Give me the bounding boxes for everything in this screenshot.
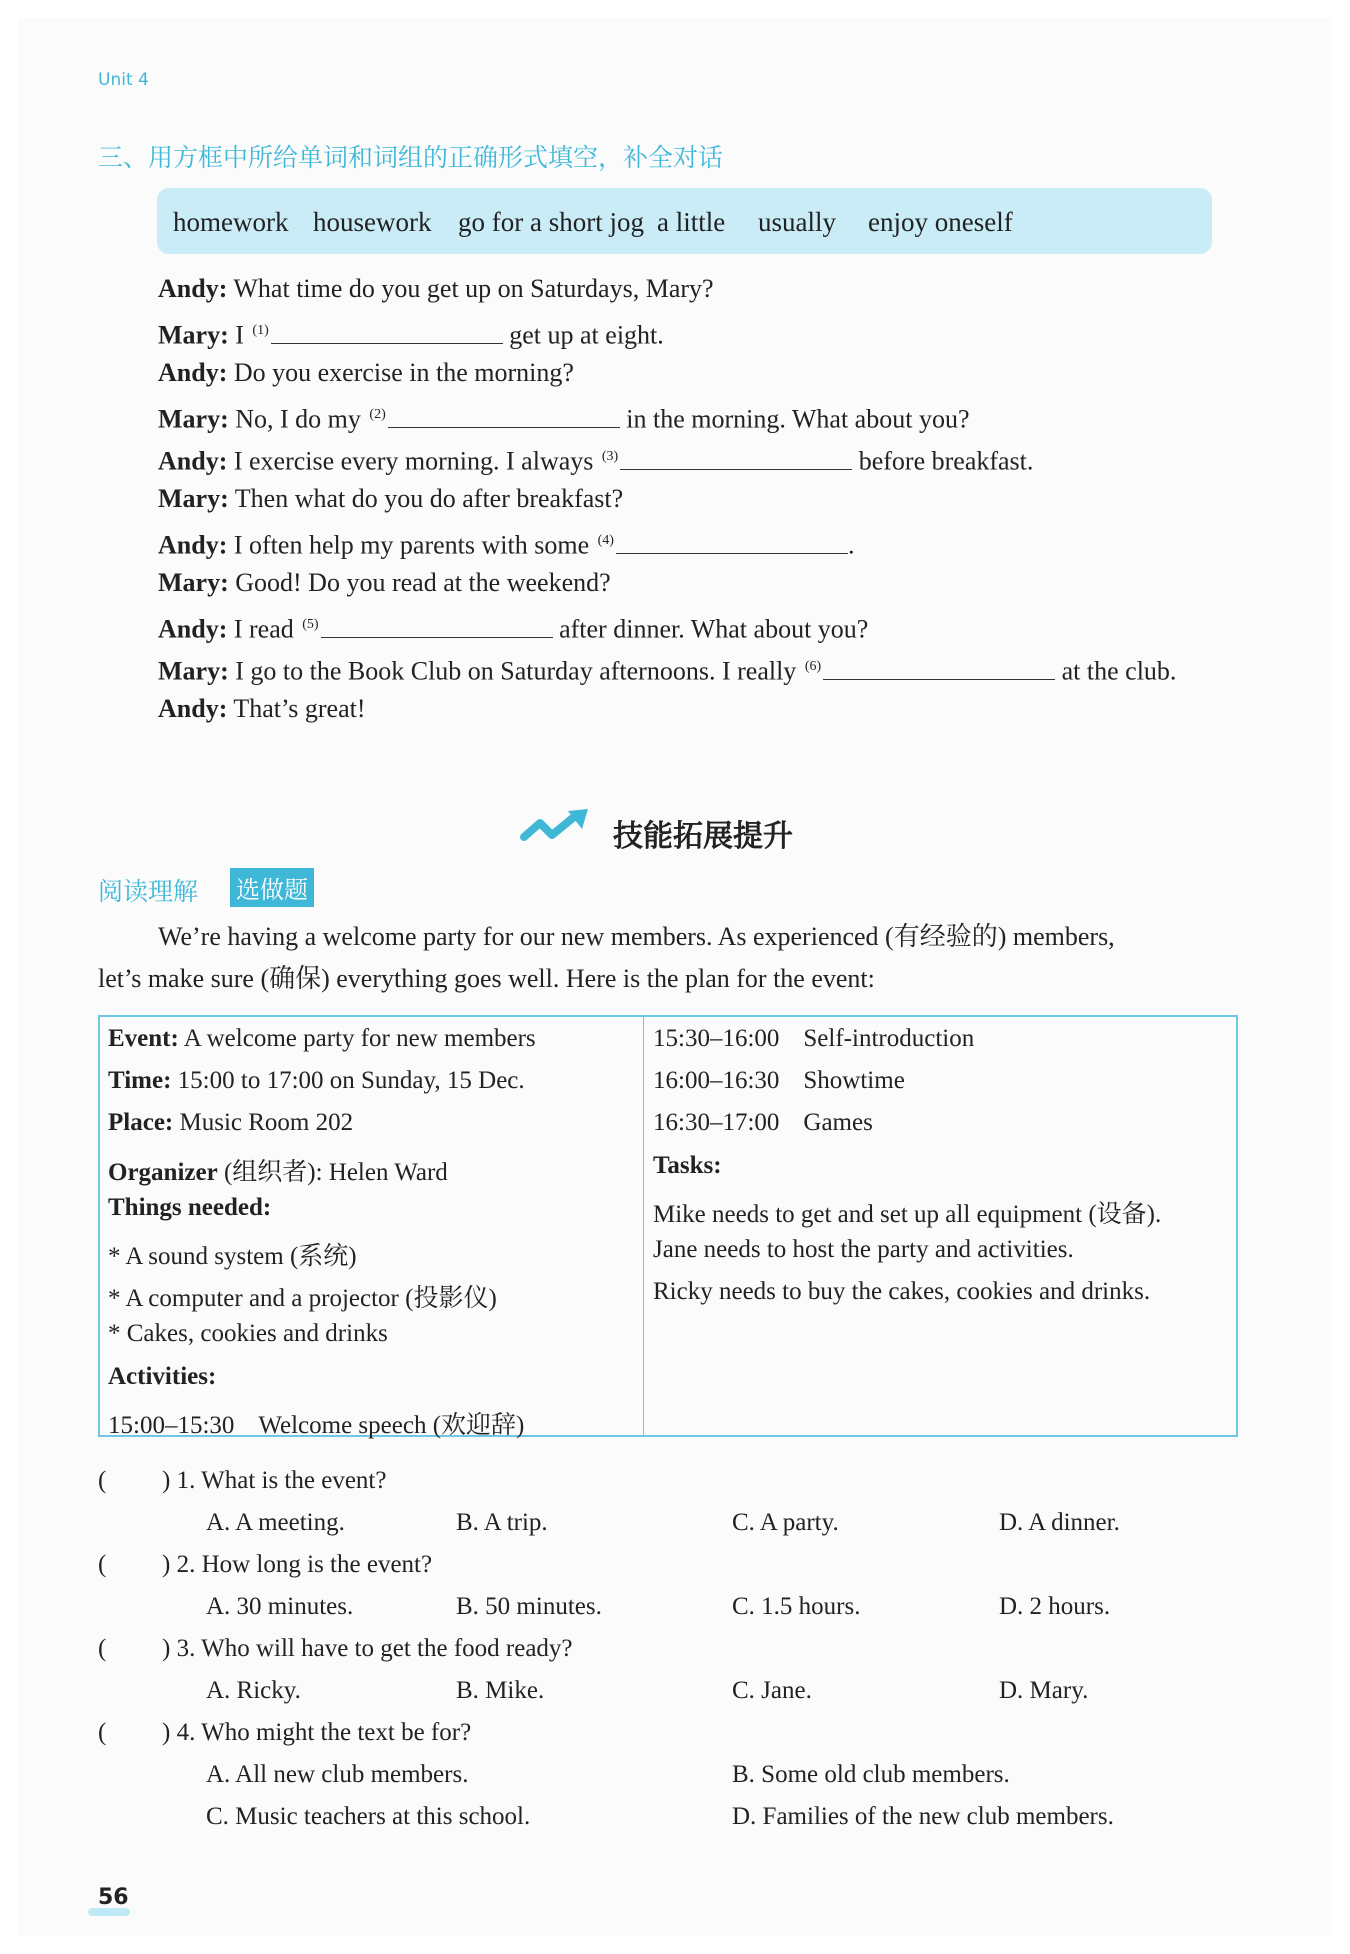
answer-option[interactable]: B. Some old club members. (732, 1761, 1010, 1788)
plan-text: A welcome party for new members (178, 1025, 536, 1052)
dialogue-text: No, I do my (228, 404, 368, 434)
word-option: usually (758, 207, 836, 237)
word-option: enjoy oneself (868, 207, 1013, 237)
table-divider (643, 1017, 644, 1435)
word-option: homework (173, 207, 289, 237)
plan-label: Time: (108, 1067, 172, 1095)
plan-item (108, 1320, 388, 1348)
dialogue-line (158, 400, 969, 435)
schedule-row (653, 1109, 873, 1137)
plan-item (108, 1236, 357, 1272)
dialogue-line (158, 568, 611, 598)
plan-item (108, 1152, 448, 1188)
answer-option[interactable]: C. 1.5 hours. (732, 1593, 861, 1620)
plan-text: * A computer and a projector (投影仪) (108, 1285, 497, 1313)
speaker-label: Andy: (158, 694, 228, 723)
dialogue-line (158, 652, 1176, 687)
task-item: Jane needs to host the party and activities. (653, 1236, 1074, 1263)
speaker-label: Mary: (158, 484, 229, 513)
dialogue-line (158, 274, 714, 304)
answer-option[interactable]: D. Families of the new club members. (732, 1803, 1114, 1830)
dialogue-text: What time do you get up on Saturdays, Mary? (227, 274, 714, 303)
answer-bracket: ( (98, 1551, 107, 1578)
blank-number: (5) (302, 617, 319, 632)
dialogue-line (158, 526, 854, 561)
plan-text: * Cakes, cookies and drinks (108, 1320, 388, 1348)
answer-blank[interactable] (620, 447, 852, 470)
plan-label: Organizer (108, 1158, 218, 1186)
blank-number: (4) (597, 533, 614, 548)
word-box (157, 188, 1212, 254)
answer-option[interactable]: D. A dinner. (999, 1509, 1120, 1536)
trend-up-icon (518, 807, 594, 847)
dialogue-text: I often help my parents with some (227, 530, 596, 560)
page-number: 56 (98, 1885, 129, 1910)
plan-item (108, 1363, 216, 1391)
answer-bracket: ( (98, 1719, 107, 1746)
answer-blank[interactable] (823, 657, 1055, 680)
schedule-activity: Games (803, 1109, 873, 1137)
answer-option[interactable]: D. 2 hours. (999, 1593, 1111, 1620)
word-option: go for a short jog (458, 207, 644, 237)
answer-blank[interactable] (616, 531, 848, 554)
skills-title: 技能拓展提升 (613, 819, 793, 854)
question-stem: ) 2. How long is the event? (162, 1551, 433, 1578)
section-title: 三、用方框中所给单词和词组的正确形式填空，补全对话 (98, 143, 724, 172)
schedule-time: 16:30–17:00 (653, 1109, 780, 1137)
blank-number: (2) (369, 407, 386, 422)
speaker-label: Mary: (158, 568, 229, 597)
plan-item (108, 1194, 271, 1222)
answer-option[interactable]: C. A party. (732, 1509, 839, 1536)
answer-blank[interactable] (271, 321, 503, 344)
plan-text: (组织者): Helen Ward (217, 1158, 448, 1186)
dialogue-line (158, 610, 868, 645)
dialogue-text: I exercise every morning. I always (227, 446, 600, 476)
word-option: a little (657, 207, 726, 237)
plan-label: Activities: (108, 1362, 217, 1390)
dialogue-text: after dinner. What about you? (552, 614, 869, 644)
question-stem: ) 1. What is the event? (162, 1467, 387, 1494)
dialogue-text: get up at eight. (502, 320, 664, 350)
schedule-time: 15:30–16:00 (653, 1025, 780, 1052)
plan-label: Event: (108, 1025, 179, 1052)
dialogue-text: I go to the Book Club on Saturday afternoons. I really (228, 656, 803, 686)
answer-blank[interactable] (321, 615, 553, 638)
plan-text: 15:00 to 17:00 on Sunday, 15 Dec. (171, 1067, 525, 1095)
dialogue-line (158, 694, 366, 724)
blank-number: (6) (804, 659, 822, 674)
word-option: housework (313, 207, 432, 237)
dialogue-text: at the club. (1055, 656, 1177, 686)
answer-bracket: ( (98, 1467, 107, 1494)
schedule-time: 15:00–15:30 (108, 1411, 235, 1439)
dialogue-text: I read (227, 614, 301, 644)
plan-label: Things needed: (108, 1193, 272, 1221)
answer-option[interactable]: C. Music teachers at this school. (206, 1803, 531, 1830)
answer-option[interactable]: A. Ricky. (206, 1677, 301, 1704)
answer-option[interactable]: A. 30 minutes. (206, 1593, 354, 1620)
question-stem: ) 3. Who will have to get the food ready? (162, 1635, 573, 1662)
speaker-label: Andy: (158, 274, 228, 303)
answer-option[interactable]: A. A meeting. (206, 1509, 345, 1536)
schedule-row (108, 1405, 524, 1441)
intro-line-1: We’re having a welcome party for our new members. As experienced (有经验的) members, (158, 922, 1115, 951)
reading-label: 阅读理解 (98, 877, 199, 906)
schedule-time: 16:00–16:30 (653, 1067, 780, 1095)
blank-number: (3) (601, 449, 619, 464)
dialogue-text: . (847, 530, 855, 560)
dialogue-line (158, 316, 664, 351)
dialogue-line (158, 358, 574, 388)
plan-item (108, 1278, 497, 1314)
dialogue-text: in the morning. What about you? (619, 404, 970, 434)
plan-label: Place: (108, 1109, 174, 1137)
answer-option[interactable]: B. A trip. (456, 1509, 548, 1536)
plan-item (108, 1025, 536, 1053)
speaker-label: Mary: (158, 320, 229, 350)
optional-tag: 选做题 (230, 868, 314, 907)
schedule-activity: Welcome speech (欢迎辞) (258, 1411, 525, 1439)
event-plan-table (98, 1015, 1238, 1437)
task-item: Mike needs to get and set up all equipment (设备). (653, 1200, 1162, 1228)
plan-item (108, 1109, 353, 1137)
dialogue-text: before breakfast. (852, 446, 1034, 476)
task-item: Ricky needs to buy the cakes, cookies and drinks. (653, 1278, 1151, 1306)
speaker-label: Mary: (158, 404, 229, 434)
answer-option[interactable]: C. Jane. (732, 1677, 812, 1704)
answer-blank[interactable] (388, 405, 620, 428)
speaker-label: Mary: (158, 656, 229, 686)
plan-text: Music Room 202 (173, 1109, 354, 1137)
question-stem: ) 4. Who might the text be for? (162, 1719, 472, 1746)
plan-text: * A sound system (系统) (108, 1243, 357, 1270)
schedule-activity: Self-introduction (803, 1025, 975, 1052)
intro-line-2: let’s make sure (确保) everything goes well. Here is the plan for the event: (98, 964, 875, 993)
dialogue-line (158, 484, 623, 514)
blank-number: (1) (252, 323, 269, 338)
answer-option[interactable]: B. 50 minutes. (456, 1593, 602, 1620)
tasks-label-text: Tasks: (653, 1151, 722, 1179)
dialogue-text: Do you exercise in the morning? (227, 358, 574, 387)
speaker-label: Andy: (158, 358, 228, 387)
dialogue-line (158, 442, 1033, 477)
schedule-activity: Showtime (803, 1067, 905, 1095)
tasks-label (653, 1152, 722, 1180)
speaker-label: Andy: (158, 614, 228, 644)
dialogue-text: I (228, 320, 251, 350)
dialogue-text: That’s great! (227, 694, 366, 723)
plan-item (108, 1067, 525, 1095)
dialogue-text: Then what do you do after breakfast? (228, 484, 624, 513)
answer-bracket: ( (98, 1635, 107, 1662)
speaker-label: Andy: (158, 530, 228, 560)
answer-option[interactable]: D. Mary. (999, 1677, 1089, 1704)
schedule-row (653, 1025, 974, 1053)
speaker-label: Andy: (158, 446, 228, 476)
dialogue-text: Good! Do you read at the weekend? (228, 568, 611, 597)
answer-option[interactable]: B. Mike. (456, 1677, 545, 1704)
unit-label: Unit 4 (98, 70, 149, 90)
answer-option[interactable]: A. All new club members. (206, 1761, 469, 1788)
schedule-row (653, 1067, 905, 1095)
